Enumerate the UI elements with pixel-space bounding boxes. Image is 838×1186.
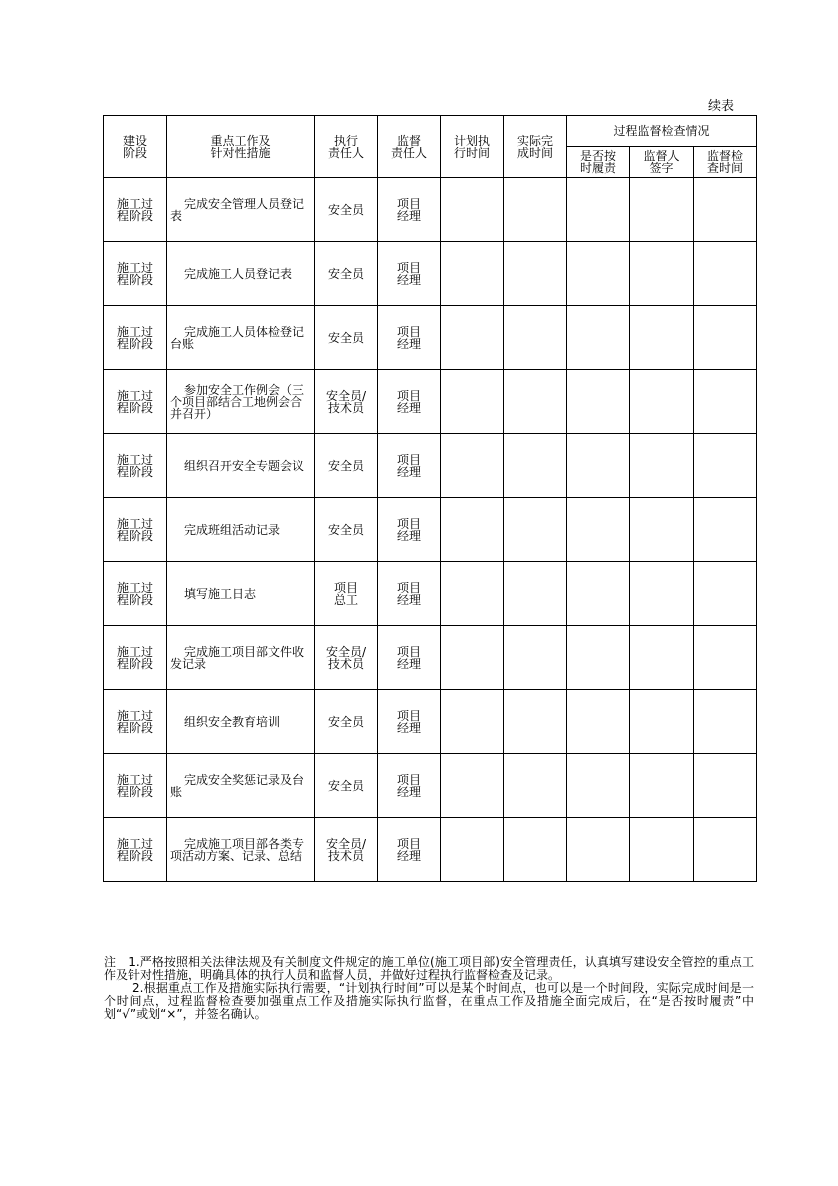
plan-time-cell[interactable] [441,754,504,818]
actual-time-cell[interactable] [504,562,567,626]
work-text: 组织安全教育培训 [184,714,281,729]
supervisor-cell: 项目 经理 [378,690,441,754]
check-time-cell[interactable] [694,626,757,690]
on-time-cell[interactable] [567,818,630,882]
check-time-cell[interactable] [694,434,757,498]
stage-cell: 施工过 程阶段 [104,818,167,882]
check-time-cell[interactable] [694,178,757,242]
header-check-time: 监督检 查时间 [694,147,757,178]
supervisor-cell: 项目 经理 [378,818,441,882]
header-executor: 执行 责任人 [315,116,378,178]
note-2 [104,982,754,1021]
signer-cell[interactable] [630,626,694,690]
plan-time-cell[interactable] [441,498,504,562]
stage-cell: 施工过 程阶段 [104,178,167,242]
work-text: 完成安全奖惩记录及台账 [170,772,305,799]
work-cell [167,690,315,754]
stage-cell: 施工过 程阶段 [104,690,167,754]
work-text: 组织召开安全专题会议 [184,458,305,473]
signer-cell[interactable] [630,434,694,498]
work-cell [167,306,315,370]
stage-cell: 施工过 程阶段 [104,626,167,690]
actual-time-cell[interactable] [504,818,567,882]
plan-time-cell[interactable] [441,306,504,370]
stage-cell: 施工过 程阶段 [104,306,167,370]
header-supervisor: 监督 责任人 [378,116,441,178]
signer-cell[interactable] [630,306,694,370]
table-row [104,818,757,882]
stage-cell: 施工过 程阶段 [104,754,167,818]
actual-time-cell[interactable] [504,434,567,498]
supervision-table [103,115,757,882]
signer-cell[interactable] [630,370,694,434]
executor-cell: 安全员 [315,690,378,754]
signer-cell[interactable] [630,498,694,562]
plan-time-cell[interactable] [441,242,504,306]
signer-cell[interactable] [630,690,694,754]
work-cell [167,626,315,690]
work-cell [167,754,315,818]
header-actual-time: 实际完 成时间 [504,116,567,178]
table-row [104,242,757,306]
supervisor-cell: 项目 经理 [378,306,441,370]
actual-time-cell[interactable] [504,242,567,306]
stage-cell: 施工过 程阶段 [104,562,167,626]
table-row [104,562,757,626]
header-stage: 建设 阶段 [104,116,167,178]
work-text: 完成施工人员登记表 [184,266,293,281]
on-time-cell[interactable] [567,498,630,562]
executor-cell: 安全员 [315,434,378,498]
check-time-cell[interactable] [694,754,757,818]
executor-cell: 安全员/ 技术员 [315,370,378,434]
header-process-group: 过程监督检查情况 [567,116,757,147]
supervisor-cell: 项目 经理 [378,178,441,242]
on-time-cell[interactable] [567,434,630,498]
plan-time-cell[interactable] [441,370,504,434]
actual-time-cell[interactable] [504,754,567,818]
plan-time-cell[interactable] [441,178,504,242]
work-text: 完成施工人员体检登记台账 [170,324,305,351]
note-2-text: 2.根据重点工作及措施实际执行需要，“计划执行时间”可以是某个时间点，也可以是一个时间段，实际完成时间是一个时间点，过程监督检查要加强重点工作及措施实际执行监督，在重点工作及措施全面完成后，在“是否按时履责”中划“√”或划“×”，并签名确认。 [104,981,754,1021]
work-text: 完成班组活动记录 [184,522,281,537]
check-time-cell[interactable] [694,242,757,306]
stage-cell: 施工过 程阶段 [104,370,167,434]
work-cell [167,370,315,434]
on-time-cell[interactable] [567,690,630,754]
notes [104,956,754,1021]
stage-cell: 施工过 程阶段 [104,242,167,306]
work-cell [167,242,315,306]
supervisor-cell: 项目 经理 [378,242,441,306]
table-row [104,178,757,242]
on-time-cell[interactable] [567,178,630,242]
note-1: 注 1.严格按照相关法律法规及有关制度文件规定的施工单位(施工项目部)安全管理责任，认真填写建设安全管控的重点工作及针对性措施，明确具体的执行人员和监督人员，并做好过程执行监督检查及记录。 [104,955,754,982]
supervisor-cell: 项目 经理 [378,370,441,434]
header-signer: 监督人 签字 [630,147,694,178]
check-time-cell[interactable] [694,498,757,562]
actual-time-cell[interactable] [504,178,567,242]
executor-cell: 项目 总工 [315,562,378,626]
table-row [104,434,757,498]
table-row [104,690,757,754]
table-row [104,370,757,434]
table-row [104,626,757,690]
continued-label: 续表 [708,99,735,114]
check-time-cell[interactable] [694,562,757,626]
work-cell [167,562,315,626]
actual-time-cell[interactable] [504,626,567,690]
table-row [104,498,757,562]
work-cell [167,818,315,882]
executor-cell: 安全员 [315,306,378,370]
signer-cell[interactable] [630,754,694,818]
actual-time-cell[interactable] [504,306,567,370]
signer-cell[interactable] [630,178,694,242]
work-text: 填写施工日志 [184,586,257,601]
header-on-time: 是否按 时履责 [567,147,630,178]
work-text: 参加安全工作例会（三个项目部结合工地例会合并召开） [170,382,305,421]
supervisor-cell: 项目 经理 [378,562,441,626]
signer-cell[interactable] [630,242,694,306]
supervisor-cell: 项目 经理 [378,498,441,562]
executor-cell: 安全员 [315,498,378,562]
plan-time-cell[interactable] [441,562,504,626]
on-time-cell[interactable] [567,562,630,626]
table-row [104,754,757,818]
supervisor-cell: 项目 经理 [378,754,441,818]
check-time-cell[interactable] [694,690,757,754]
supervisor-cell: 项目 经理 [378,626,441,690]
work-text: 完成施工项目部各类专项活动方案、记录、总结 [170,836,305,863]
work-text: 完成施工项目部文件收发记录 [170,644,305,671]
on-time-cell[interactable] [567,626,630,690]
work-cell [167,434,315,498]
executor-cell: 安全员/ 技术员 [315,626,378,690]
executor-cell: 安全员 [315,178,378,242]
on-time-cell[interactable] [567,306,630,370]
on-time-cell[interactable] [567,242,630,306]
executor-cell: 安全员 [315,754,378,818]
plan-time-cell[interactable] [441,690,504,754]
plan-time-cell[interactable] [441,818,504,882]
stage-cell: 施工过 程阶段 [104,434,167,498]
on-time-cell[interactable] [567,370,630,434]
actual-time-cell[interactable] [504,370,567,434]
table-row [104,306,757,370]
work-cell [167,498,315,562]
supervisor-cell: 项目 经理 [378,434,441,498]
executor-cell: 安全员/ 技术员 [315,818,378,882]
plan-time-cell[interactable] [441,434,504,498]
stage-cell: 施工过 程阶段 [104,498,167,562]
on-time-cell[interactable] [567,754,630,818]
plan-time-cell[interactable] [441,626,504,690]
header-work: 重点工作及 针对性措施 [167,116,315,178]
header-plan-time: 计划执 行时间 [441,116,504,178]
signer-cell[interactable] [630,562,694,626]
check-time-cell[interactable] [694,818,757,882]
work-text: 完成安全管理人员登记表 [170,196,305,223]
actual-time-cell[interactable] [504,498,567,562]
check-time-cell[interactable] [694,370,757,434]
actual-time-cell[interactable] [504,690,567,754]
executor-cell: 安全员 [315,242,378,306]
signer-cell[interactable] [630,818,694,882]
check-time-cell[interactable] [694,306,757,370]
work-cell [167,178,315,242]
